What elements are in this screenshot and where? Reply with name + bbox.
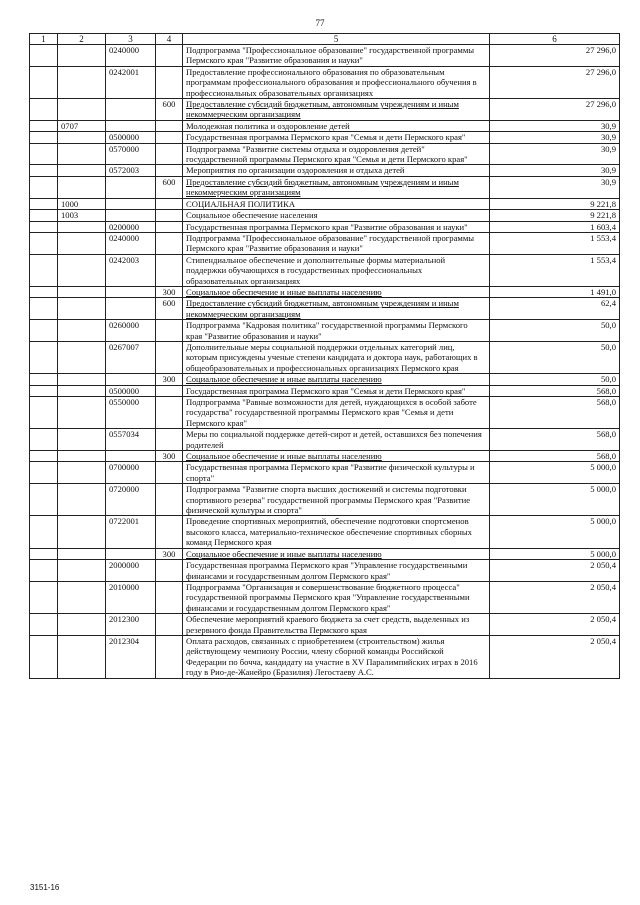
- cell-c3: 0722001: [106, 516, 156, 548]
- cell-c6: 27 296,0: [490, 66, 620, 98]
- cell-c3: 0240000: [106, 232, 156, 254]
- table-row: [30, 120, 620, 131]
- cell-c4: 600: [156, 298, 183, 320]
- cell-c4: 300: [156, 374, 183, 385]
- cell-c2: 1000: [58, 198, 106, 209]
- cell-c2: [58, 397, 106, 429]
- cell-c2: [58, 614, 106, 636]
- cell-c5: Проведение спортивных мероприятий, обеспечение подготовки спортсменов высокого класса, материально-техническое обеспечение спортивных сборных команд Пермского края: [183, 516, 490, 548]
- cell-c2: [58, 286, 106, 297]
- cell-c6: 568,0: [490, 429, 620, 451]
- budget-table: [29, 33, 620, 679]
- cell-c1: [30, 320, 58, 342]
- cell-c6: 27 296,0: [490, 99, 620, 121]
- cell-c4: [156, 232, 183, 254]
- cell-c3: 0200000: [106, 221, 156, 232]
- table-row: [30, 143, 620, 165]
- table-row: [30, 341, 620, 373]
- cell-c4: [156, 165, 183, 176]
- cell-c4: 600: [156, 99, 183, 121]
- cell-c1: [30, 429, 58, 451]
- cell-c3: [106, 198, 156, 209]
- cell-c3: [106, 176, 156, 198]
- cell-c2: [58, 429, 106, 451]
- cell-c2: [58, 320, 106, 342]
- cell-c3: 0557034: [106, 429, 156, 451]
- cell-c6: 9 221,8: [490, 210, 620, 221]
- cell-c5: Предоставление субсидий бюджетным, автономным учреждениям и иным некоммерческим организациям: [183, 99, 490, 121]
- cell-c1: [30, 397, 58, 429]
- cell-c2: [58, 298, 106, 320]
- table-header-row: [30, 34, 620, 45]
- cell-c2: [58, 132, 106, 143]
- table-row: [30, 132, 620, 143]
- cell-c2: [58, 451, 106, 462]
- table-row: [30, 560, 620, 582]
- cell-c1: [30, 120, 58, 131]
- cell-c5: Обеспечение мероприятий краевого бюджета за счет средств, выделенных из резервного фонда Правительства Пермского края: [183, 614, 490, 636]
- cell-c1: [30, 143, 58, 165]
- cell-c3: 0240000: [106, 45, 156, 67]
- cell-c3: [106, 548, 156, 559]
- cell-c4: [156, 462, 183, 484]
- cell-c4: [156, 120, 183, 131]
- column-header: 2: [58, 34, 106, 45]
- cell-c6: 30,9: [490, 120, 620, 131]
- cell-c3: [106, 286, 156, 297]
- cell-c3: 2012304: [106, 635, 156, 678]
- cell-c6: 30,9: [490, 176, 620, 198]
- cell-c6: 2 050,4: [490, 635, 620, 678]
- cell-c2: [58, 45, 106, 67]
- table-row: [30, 374, 620, 385]
- table-row: [30, 451, 620, 462]
- cell-c1: [30, 385, 58, 396]
- cell-c6: 27 296,0: [490, 45, 620, 67]
- cell-c4: [156, 66, 183, 98]
- cell-c6: 1 491,0: [490, 286, 620, 297]
- cell-c2: [58, 635, 106, 678]
- table-row: [30, 176, 620, 198]
- cell-c5: Дополнительные меры социальной поддержки отдельных категорий лиц, которым присуждены ученые степени кандидата и доктора наук, работающих в общеобразовательных и профессиональных организациях Пермского края: [183, 341, 490, 373]
- cell-c6: 9 221,8: [490, 198, 620, 209]
- cell-c5: Предоставление субсидий бюджетным, автономным учреждениям и иным некоммерческим организациям: [183, 176, 490, 198]
- cell-c6: 5 000,0: [490, 484, 620, 516]
- cell-c1: [30, 132, 58, 143]
- cell-c2: [58, 548, 106, 559]
- cell-c3: [106, 120, 156, 131]
- cell-c1: [30, 516, 58, 548]
- cell-c4: [156, 614, 183, 636]
- cell-c1: [30, 66, 58, 98]
- cell-c3: [106, 99, 156, 121]
- cell-c5: Мероприятия по организации оздоровления и отдыха детей: [183, 165, 490, 176]
- cell-c2: [58, 176, 106, 198]
- column-header: 4: [156, 34, 183, 45]
- cell-c4: 600: [156, 176, 183, 198]
- table-row: [30, 286, 620, 297]
- cell-c3: [106, 451, 156, 462]
- cell-c1: [30, 198, 58, 209]
- table-row: [30, 462, 620, 484]
- cell-c6: 30,9: [490, 165, 620, 176]
- cell-c3: 0267007: [106, 341, 156, 373]
- cell-c5: Социальное обеспечение и иные выплаты населению: [183, 286, 490, 297]
- cell-c4: [156, 341, 183, 373]
- cell-c3: 0720000: [106, 484, 156, 516]
- table-row: [30, 298, 620, 320]
- cell-c1: [30, 614, 58, 636]
- cell-c2: [58, 484, 106, 516]
- cell-c3: 0242003: [106, 254, 156, 286]
- cell-c4: [156, 429, 183, 451]
- cell-c3: 0242001: [106, 66, 156, 98]
- cell-c4: [156, 210, 183, 221]
- cell-c1: [30, 341, 58, 373]
- cell-c4: [156, 560, 183, 582]
- cell-c3: 0500000: [106, 132, 156, 143]
- cell-c5: Социальное обеспечение и иные выплаты населению: [183, 451, 490, 462]
- cell-c5: СОЦИАЛЬНАЯ ПОЛИТИКА: [183, 198, 490, 209]
- cell-c5: Предоставление профессионального образования по образовательным программам профессионального образования и профессионального обучения в профессиональных образовательных организациях: [183, 66, 490, 98]
- table-row: [30, 397, 620, 429]
- cell-c5: Стипендиальное обеспечение и дополнительные формы материальной поддержки обучающихся в государственных профессиональных образовательных организациях: [183, 254, 490, 286]
- table-row: [30, 320, 620, 342]
- cell-c5: Подпрограмма "Профессиональное образование" государственной программы Пермского края "Развитие образования и науки": [183, 45, 490, 67]
- cell-c2: [58, 516, 106, 548]
- column-header: 3: [106, 34, 156, 45]
- cell-c1: [30, 484, 58, 516]
- cell-c3: [106, 374, 156, 385]
- cell-c4: [156, 385, 183, 396]
- cell-c2: [58, 66, 106, 98]
- cell-c2: [58, 581, 106, 613]
- cell-c4: [156, 132, 183, 143]
- cell-c3: 0570000: [106, 143, 156, 165]
- cell-c3: 0260000: [106, 320, 156, 342]
- cell-c3: 2000000: [106, 560, 156, 582]
- cell-c6: 50,0: [490, 320, 620, 342]
- cell-c6: 5 000,0: [490, 462, 620, 484]
- cell-c1: [30, 254, 58, 286]
- cell-c4: [156, 254, 183, 286]
- column-header: 1: [30, 34, 58, 45]
- column-header: 6: [490, 34, 620, 45]
- cell-c2: [58, 165, 106, 176]
- cell-c2: [58, 560, 106, 582]
- cell-c3: 0500000: [106, 385, 156, 396]
- cell-c4: [156, 484, 183, 516]
- cell-c4: [156, 581, 183, 613]
- cell-c4: [156, 198, 183, 209]
- cell-c6: 62,4: [490, 298, 620, 320]
- cell-c6: 1 553,4: [490, 254, 620, 286]
- cell-c6: 1 553,4: [490, 232, 620, 254]
- table-row: [30, 221, 620, 232]
- cell-c3: 0550000: [106, 397, 156, 429]
- cell-c2: [58, 221, 106, 232]
- table-row: [30, 429, 620, 451]
- table-row: [30, 484, 620, 516]
- cell-c5: Подпрограмма "Равные возможности для детей, нуждающихся в особой заботе государства" государственной программы Пермского края "Семья и дети Пермского края": [183, 397, 490, 429]
- table-body: [30, 45, 620, 679]
- cell-c3: [106, 210, 156, 221]
- cell-c4: [156, 143, 183, 165]
- cell-c2: [58, 99, 106, 121]
- cell-c2: [58, 254, 106, 286]
- cell-c1: [30, 221, 58, 232]
- table-row: [30, 581, 620, 613]
- column-header: 5: [183, 34, 490, 45]
- cell-c4: [156, 397, 183, 429]
- cell-c6: 1 603,4: [490, 221, 620, 232]
- table-row: [30, 614, 620, 636]
- table-row: [30, 635, 620, 678]
- cell-c1: [30, 635, 58, 678]
- cell-c5: Социальное обеспечение населения: [183, 210, 490, 221]
- cell-c4: [156, 221, 183, 232]
- cell-c2: [58, 143, 106, 165]
- cell-c1: [30, 298, 58, 320]
- cell-c6: 568,0: [490, 385, 620, 396]
- table-row: [30, 45, 620, 67]
- cell-c1: [30, 45, 58, 67]
- table-row: [30, 548, 620, 559]
- page-number: 77: [315, 18, 325, 28]
- cell-c5: Подпрограмма "Профессиональное образование" государственной программы Пермского края "Развитие образования и науки": [183, 232, 490, 254]
- cell-c1: [30, 99, 58, 121]
- cell-c5: Оплата расходов, связанных с приобретением (строительством) жилья действующему чемпиону России, члену сборной команды Российской Федерации по бочча, кандидату на участие в XV Паралимпийских играх в 2016 году в Рио-де-Жанейро (Бразилия) Легостаеву А.С.: [183, 635, 490, 678]
- cell-c5: Подпрограмма "Организация и совершенствование бюджетного процесса" государственной программы Пермского края "Управление государственными финансами и государственным долгом Пермского края": [183, 581, 490, 613]
- cell-c1: [30, 165, 58, 176]
- cell-c3: 0572003: [106, 165, 156, 176]
- cell-c1: [30, 176, 58, 198]
- cell-c2: [58, 232, 106, 254]
- cell-c5: Социальное обеспечение и иные выплаты населению: [183, 374, 490, 385]
- cell-c4: [156, 516, 183, 548]
- table-row: [30, 385, 620, 396]
- cell-c2: [58, 385, 106, 396]
- cell-c5: Государственная программа Пермского края "Развитие физической культуры и спорта": [183, 462, 490, 484]
- cell-c3: 2012300: [106, 614, 156, 636]
- cell-c6: 50,0: [490, 374, 620, 385]
- cell-c5: Государственная программа Пермского края "Управление государственными финансами и государственным долгом Пермского края": [183, 560, 490, 582]
- cell-c5: Меры по социальной поддержке детей-сирот и детей, оставшихся без попечения родителей: [183, 429, 490, 451]
- table-row: [30, 232, 620, 254]
- document-code: 3151-16: [30, 883, 60, 892]
- cell-c5: Подпрограмма "Развитие системы отдыха и оздоровления детей" государственной программы Пермского края "Семья и дети Пермского края": [183, 143, 490, 165]
- cell-c1: [30, 451, 58, 462]
- cell-c1: [30, 560, 58, 582]
- cell-c4: 300: [156, 451, 183, 462]
- cell-c5: Социальное обеспечение и иные выплаты населению: [183, 548, 490, 559]
- cell-c5: Государственная программа Пермского края "Семья и дети Пермского края": [183, 132, 490, 143]
- cell-c4: 300: [156, 286, 183, 297]
- cell-c6: 2 050,4: [490, 614, 620, 636]
- table-row: [30, 165, 620, 176]
- cell-c4: [156, 635, 183, 678]
- cell-c6: 2 050,4: [490, 560, 620, 582]
- table-row: [30, 99, 620, 121]
- cell-c1: [30, 374, 58, 385]
- cell-c6: 5 000,0: [490, 548, 620, 559]
- table-row: [30, 198, 620, 209]
- cell-c4: 300: [156, 548, 183, 559]
- table-row: [30, 516, 620, 548]
- cell-c5: Государственная программа Пермского края "Семья и дети Пермского края": [183, 385, 490, 396]
- cell-c6: 50,0: [490, 341, 620, 373]
- cell-c5: Молодежная политика и оздоровление детей: [183, 120, 490, 131]
- cell-c2: [58, 462, 106, 484]
- cell-c1: [30, 286, 58, 297]
- cell-c1: [30, 210, 58, 221]
- cell-c6: 568,0: [490, 451, 620, 462]
- cell-c6: 5 000,0: [490, 516, 620, 548]
- table-row: [30, 66, 620, 98]
- cell-c1: [30, 232, 58, 254]
- cell-c6: 30,9: [490, 143, 620, 165]
- cell-c6: 568,0: [490, 397, 620, 429]
- cell-c6: 30,9: [490, 132, 620, 143]
- cell-c2: 1003: [58, 210, 106, 221]
- cell-c5: Подпрограмма "Кадровая политика" государственной программы Пермского края "Развитие образования и науки": [183, 320, 490, 342]
- cell-c1: [30, 581, 58, 613]
- table-row: [30, 254, 620, 286]
- cell-c4: [156, 45, 183, 67]
- cell-c1: [30, 548, 58, 559]
- cell-c6: 2 050,4: [490, 581, 620, 613]
- cell-c2: 0707: [58, 120, 106, 131]
- cell-c1: [30, 462, 58, 484]
- cell-c2: [58, 341, 106, 373]
- cell-c5: Государственная программа Пермского края "Развитие образования и науки": [183, 221, 490, 232]
- cell-c2: [58, 374, 106, 385]
- cell-c3: [106, 298, 156, 320]
- table-row: [30, 210, 620, 221]
- cell-c5: Подпрограмма "Развитие спорта высших достижений и системы подготовки спортивного резерва" государственной программы Пермского края "Развитие физической культуры и спорта": [183, 484, 490, 516]
- cell-c3: 2010000: [106, 581, 156, 613]
- cell-c3: 0700000: [106, 462, 156, 484]
- cell-c4: [156, 320, 183, 342]
- cell-c5: Предоставление субсидий бюджетным, автономным учреждениям и иным некоммерческим организациям: [183, 298, 490, 320]
